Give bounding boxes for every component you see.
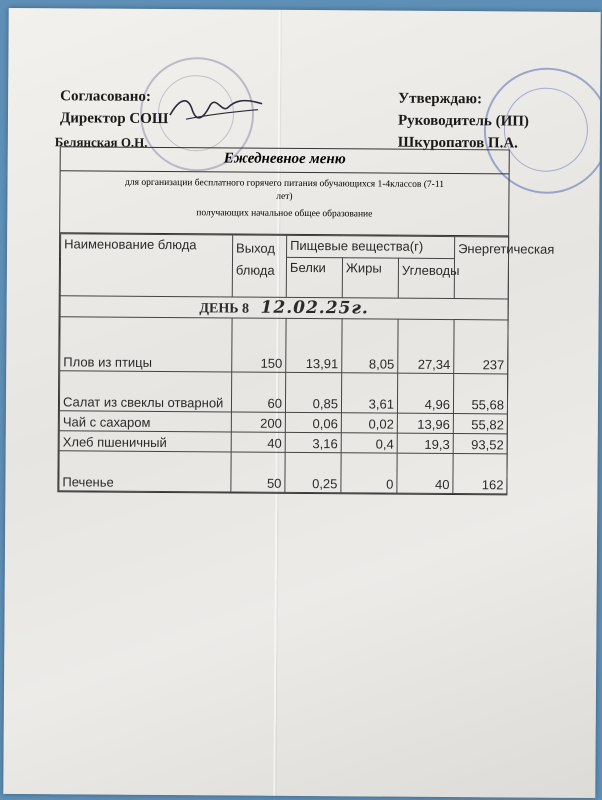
dish-energy: 162 [453, 454, 507, 494]
dish-output: 40 [231, 432, 285, 452]
dish-proteins: 0,06 [285, 412, 341, 432]
col-output: Выход блюда [232, 235, 286, 297]
table-row [59, 451, 507, 494]
dish-name: Плов из птицы [60, 317, 232, 372]
menu-title: Ежедневное меню [61, 147, 509, 174]
dish-carbs: 40 [397, 453, 453, 493]
dish-energy: 55,68 [453, 374, 507, 414]
dish-output: 60 [231, 372, 285, 412]
director-title: Директор СОШ [59, 110, 169, 128]
table-row [59, 431, 507, 454]
dish-carbs: 13,96 [397, 413, 453, 433]
dish-output: 150 [232, 318, 286, 372]
dish-name: Чай с сахаром [59, 411, 231, 432]
col-fats: Жиры [342, 258, 398, 298]
menu-table [58, 233, 555, 494]
dish-proteins: 3,16 [285, 432, 341, 452]
col-nutrients: Пищевые вещества(г) [287, 235, 455, 258]
confirm-label: Утверждаю: [398, 90, 483, 108]
dish-carbs: 4,96 [397, 373, 453, 413]
dish-proteins: 13,91 [286, 318, 342, 372]
day-label: ДЕНЬ 8 [199, 301, 250, 317]
dish-energy: 237 [454, 320, 508, 374]
dish-carbs: 19,3 [397, 433, 453, 453]
dish-proteins: 0,85 [285, 372, 341, 412]
subtitle-line-3: получающих начальное общее образование [196, 208, 373, 220]
table-row [59, 371, 507, 414]
col-proteins: Белки [286, 257, 342, 297]
dish-name: Салат из свеклы отварной [59, 371, 231, 412]
dish-fats: 0,02 [341, 413, 397, 433]
dish-carbs: 27,34 [398, 319, 454, 373]
dish-fats: 0,4 [341, 433, 397, 453]
manager-title: Руководитель (ИП) [397, 112, 530, 130]
handwritten-date: 12.02.25г. [260, 297, 369, 319]
subtitle-line-2: лет) [276, 191, 293, 202]
dish-energy: 93,52 [453, 434, 507, 454]
approved-label: Согласовано: [60, 88, 152, 105]
director-signature [166, 91, 266, 128]
menu-paper-sheet [3, 8, 600, 798]
dish-fats: 8,05 [342, 319, 398, 373]
manager-name: Шкуропатов П.А. [397, 134, 519, 152]
dish-proteins: 0,25 [285, 452, 341, 492]
director-name: Белянская О.Н. [54, 134, 148, 150]
table-row [60, 317, 508, 374]
dish-fats: 0 [341, 453, 397, 493]
col-carbs: Углеводы [398, 258, 454, 298]
dish-fats: 3,61 [341, 373, 397, 413]
dish-name: Печенье [59, 451, 231, 492]
table-row [59, 411, 507, 434]
subtitle-line-1: для организации бесплатного горячего питания обучающихся 1-4классов (7-11 [125, 177, 445, 190]
dish-output: 200 [231, 412, 285, 432]
col-dish-name: Наименование блюда [60, 234, 232, 297]
dish-output: 50 [231, 452, 285, 492]
menu-subtitle [60, 171, 508, 236]
dish-energy: 55,82 [453, 414, 507, 434]
dish-name: Хлеб пшеничный [59, 431, 231, 452]
menu-box [57, 146, 555, 495]
col-energy: Энергетическая [454, 237, 508, 299]
